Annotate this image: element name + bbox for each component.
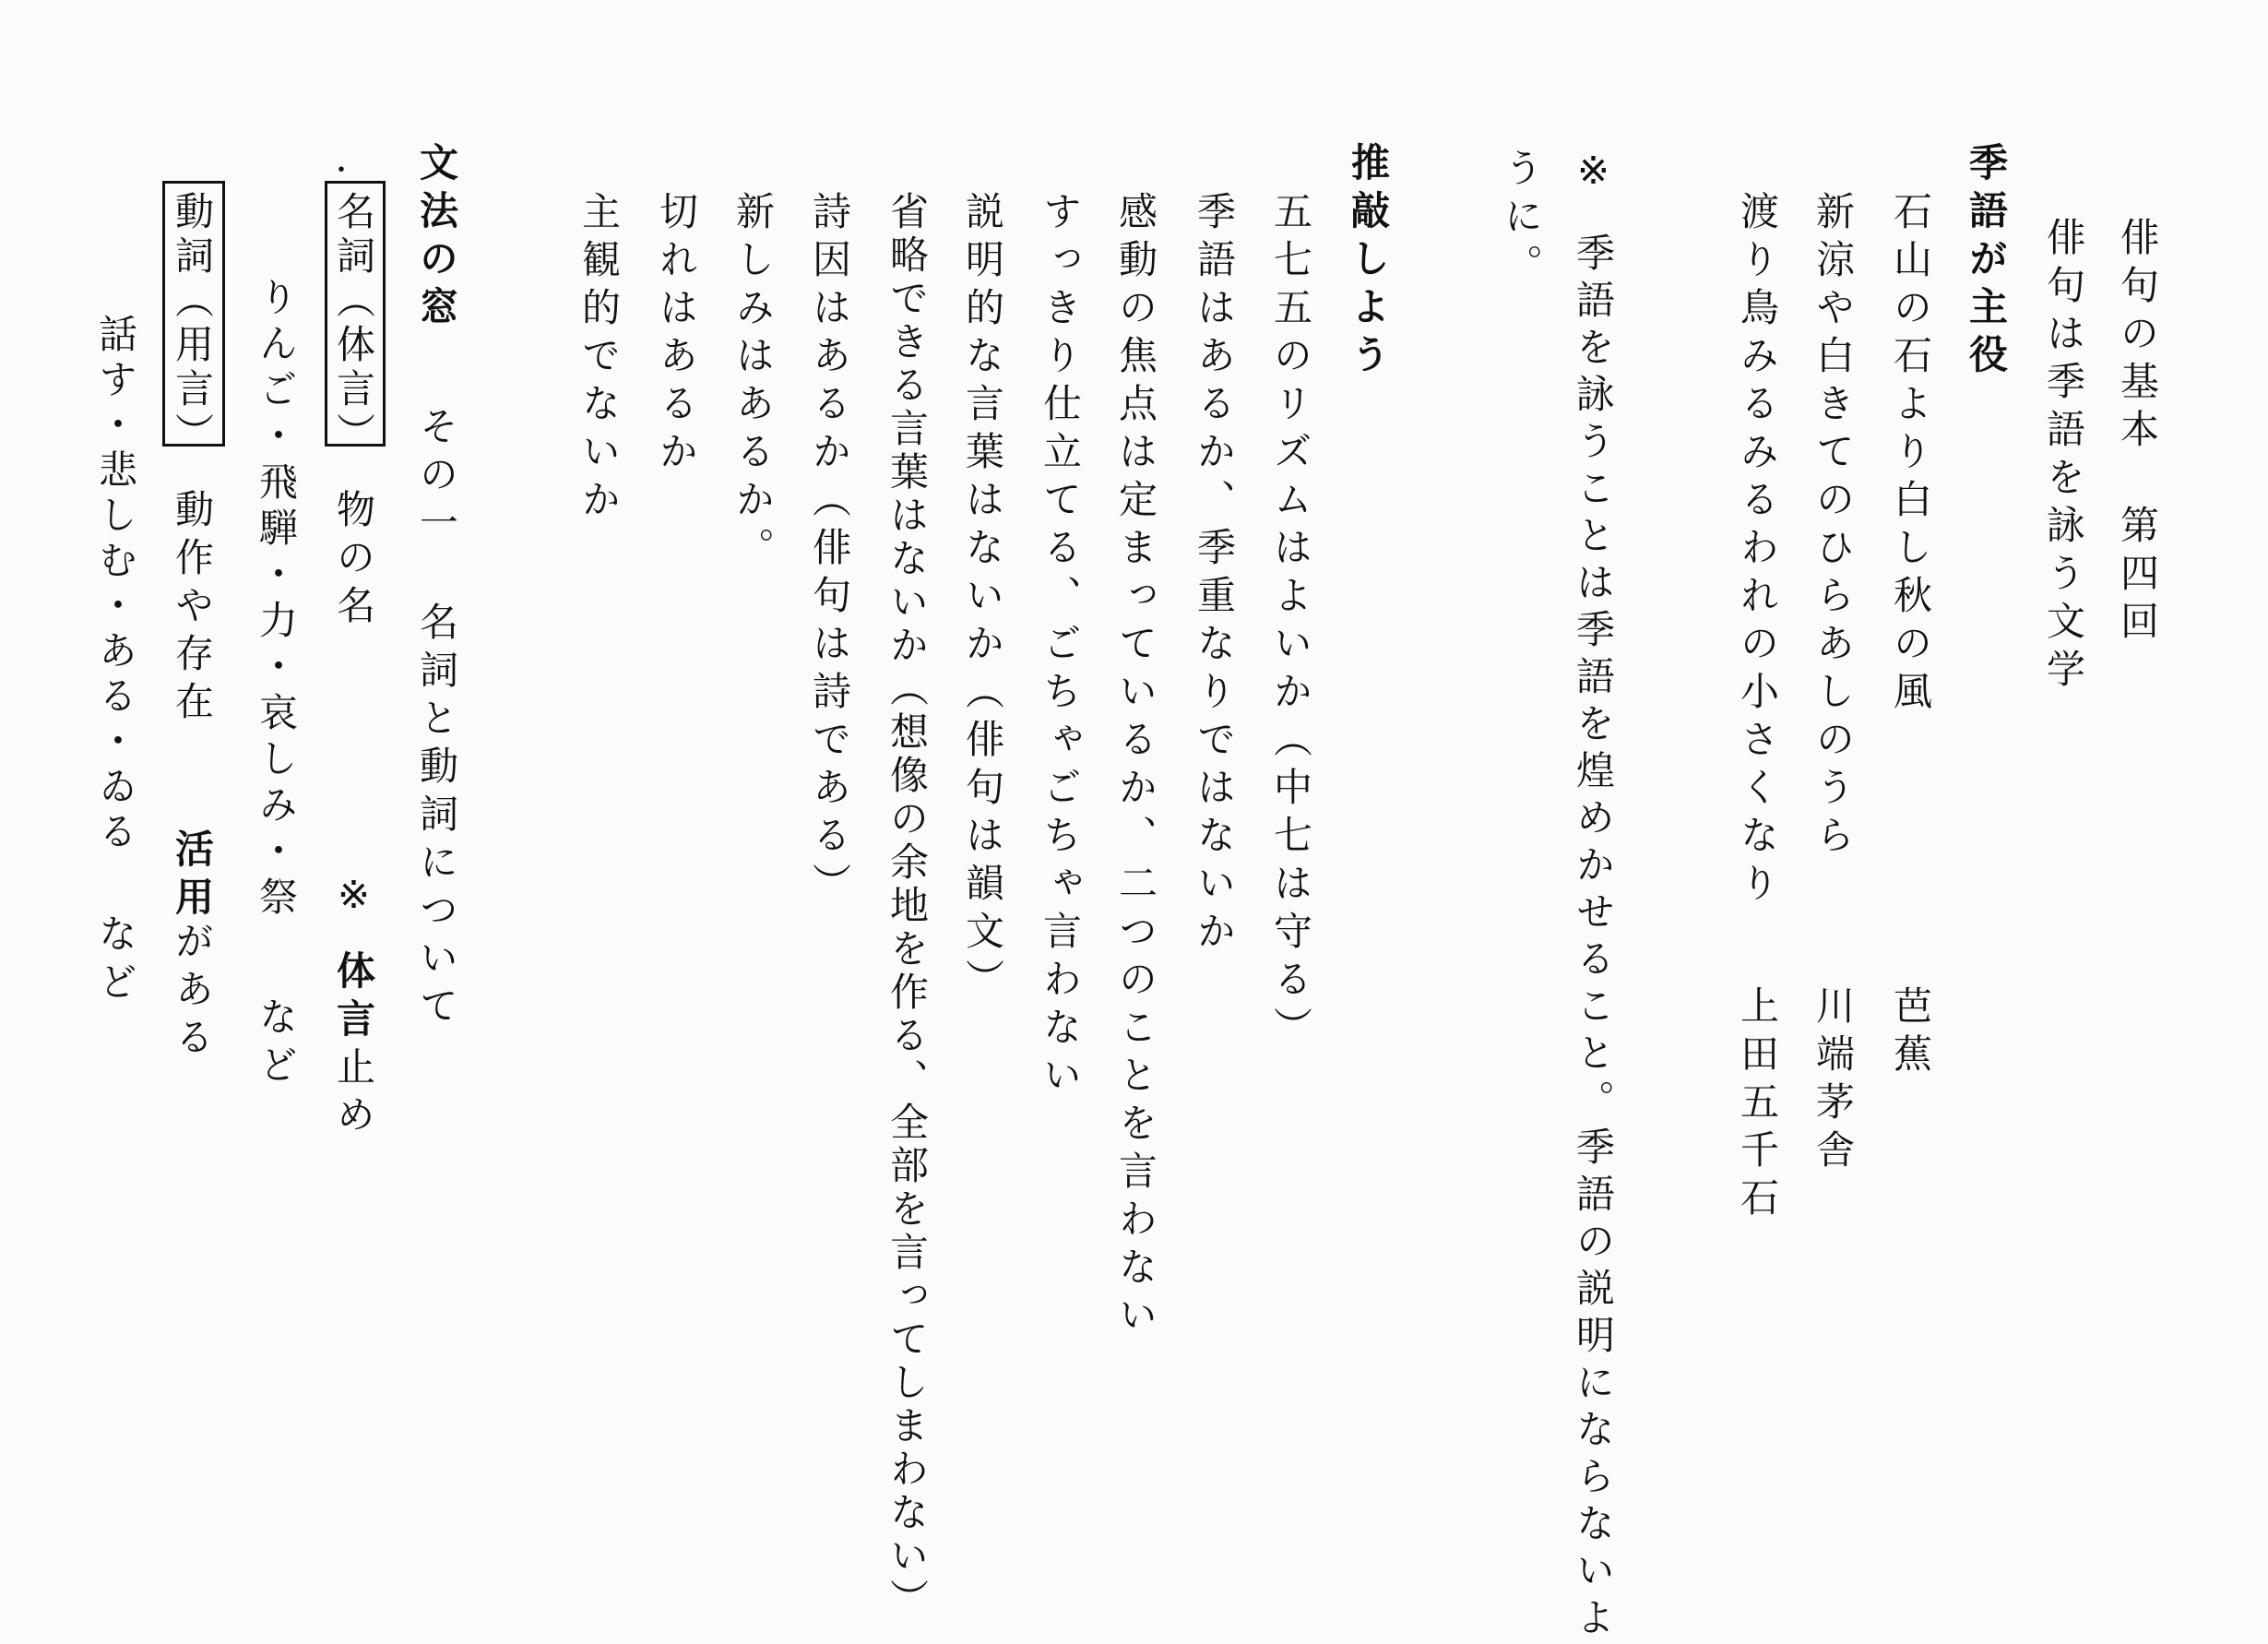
- section-heading-suiko: 推敲しよう: [1346, 142, 1391, 382]
- haiku-text: 渡り鳥みるみるわれの小さくなり: [1735, 191, 1780, 911]
- verb-note-bold: 活用: [170, 828, 215, 924]
- verb-note-rest: がある: [170, 921, 215, 1065]
- haiku-text: 石山の石より白し秋の風: [1888, 191, 1933, 719]
- page-subtitle: 俳句は季語を詠う文学: [2041, 217, 2086, 697]
- note-line-1: 季語を詠うことは季語を煌めかせること。季語の説明にならないよ: [1571, 232, 1616, 1644]
- noun-note-mark: ※: [331, 872, 376, 926]
- grammar-heading: 文法の窓: [414, 142, 459, 334]
- grammar-part: その一: [414, 406, 459, 550]
- checklist-item: 五七五のリズムはよいか（中七は守る）: [1268, 191, 1313, 1054]
- checklist-item: すっきり仕立てる、ごちゃごちゃ言わない: [1038, 191, 1083, 1102]
- checklist-item: 感動の焦点は定まっているか、二つのことを言わない: [1113, 191, 1158, 1342]
- checklist-item: 季語はあるか、季重なりではないか: [1192, 191, 1237, 959]
- page-title: 俳句の基本 第四回: [2115, 217, 2160, 649]
- checklist-item: 省略できる言葉はないか（想像の余地を作る、全部を言ってしまわない）: [885, 191, 930, 1622]
- noun-desc: 物の名: [331, 489, 376, 633]
- noun-etc: など: [254, 996, 299, 1092]
- section-heading-kigo: 季語が主役: [1964, 142, 2009, 382]
- note-mark: ※: [1571, 148, 1616, 202]
- noun-examples: りんご・飛騨・力・哀しみ・祭: [254, 277, 299, 923]
- haiku-author: 芭蕉: [1888, 985, 1933, 1081]
- verb-label: 動詞（用言）: [170, 191, 215, 457]
- checklist-item: 説明的な言葉はないか（俳句は韻文）: [960, 191, 1005, 1007]
- checklist-item: 新しみはあるか。: [730, 191, 776, 575]
- grammar-topic: 名詞と動詞について: [414, 602, 459, 1033]
- noun-label: 名詞（体言）: [331, 191, 376, 457]
- verb-etc: など: [93, 913, 138, 1009]
- haiku-author: 川端茅舎: [1811, 985, 1856, 1177]
- checklist-item: 主観的でないか: [576, 191, 622, 527]
- noun-note-rest: 止め: [331, 1046, 376, 1142]
- haiku-author: 上田五千石: [1735, 985, 1780, 1225]
- checklist-item: 詩因はあるか（俳句は詩である）: [807, 191, 852, 911]
- bullet-dot: ・: [327, 155, 355, 187]
- verb-desc: 動作や存在: [170, 489, 215, 729]
- noun-note-bold: 体言: [331, 950, 376, 1046]
- verb-examples: 話す・悲しむ・ある・ゐる: [93, 314, 138, 856]
- checklist-item: 切れはあるか: [654, 191, 699, 479]
- note-line-2: うに。: [1499, 148, 1544, 292]
- haiku-text: 新涼や白きてのひらあしのうら: [1811, 191, 1856, 863]
